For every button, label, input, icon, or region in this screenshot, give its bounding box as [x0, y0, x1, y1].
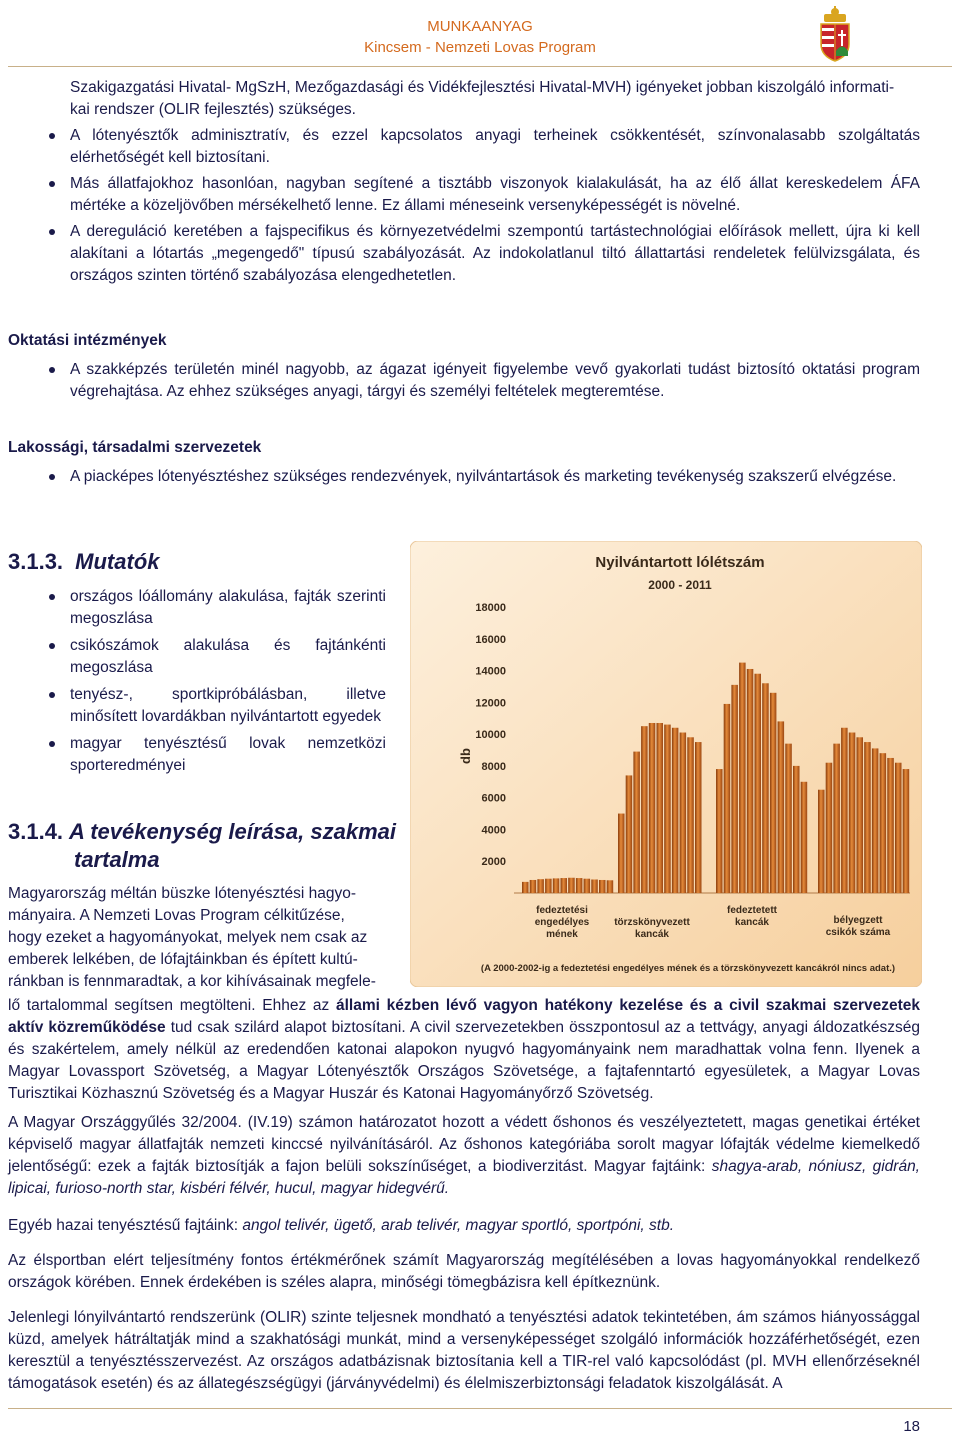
y-tick-label: 14000	[475, 665, 506, 678]
bar	[561, 878, 568, 893]
bar	[793, 766, 800, 893]
heading-mutatok-number: 3.1.3.	[8, 549, 64, 574]
bar	[695, 742, 702, 893]
coat-of-arms-icon	[812, 6, 858, 62]
bar	[553, 878, 560, 893]
bar	[887, 758, 894, 893]
p1-line-4: emberek lelkében, de lófajtáinkban és épített kultú-	[8, 951, 358, 968]
bar	[841, 728, 848, 893]
heading-mutatok-title: Mutatók	[75, 549, 160, 574]
tevekenyseg-p4: Az élsportban elért teljesítmény fontos értékmérőnek számít Magyarország megítélésében a lovas hagyományokkal rendelkező országok körében. Ennek érdekében is széles alapra, minőségi tömegbázisra kell építkeznünk.	[8, 1252, 920, 1291]
header-subtitle: Kincsem - Nemzeti Lovas Program	[364, 39, 596, 56]
p1-line-5: ránkban is fennmaradtak, a kor kihívásainak megfele-	[8, 973, 376, 990]
bar	[716, 769, 723, 893]
bar	[857, 737, 864, 893]
bar	[649, 723, 656, 893]
y-tick-label: 18000	[475, 602, 506, 614]
group-label: fedeztetési engedélyes mének	[534, 905, 590, 940]
intro-continuation-line1: Szakigazgatási Hivatal- MgSzH, Mezőgazdasági és Vidékfejlesztési Hivatal-MVH) igényeket jobban kiszolgáló informati-	[70, 79, 895, 96]
bar	[657, 723, 664, 893]
tevekenyseg-p5: Jelenlegi lónyilvántartó rendszerünk (OLIR) szinte teljesnek mondható a tenyésztési adatok tekintetében, ám számos hiányossággal küzd, amelyek hátráltatják mind a szakhatósági munkát, mind a versenyképességet szolgáló információk hozzáférhetőségét, ezen keresztül a tenyésztésszervezést. Az országos adatbázisnak biztosítania kell a TIR-rel való kapcsolódást (pl. MVH ellenőrzéseknél támogatások esetén) és az állategészségügyi (járványvédelmi) és élelmiszerbiztonsági feladatok kiszolgálását. A	[8, 1309, 920, 1392]
bar	[664, 725, 671, 893]
bar	[755, 674, 762, 893]
bar	[530, 880, 537, 893]
bar	[672, 728, 679, 893]
p3-breeds: angol telivér, ügető, arab telivér, magyar sportló, sportpóni, stb.	[242, 1217, 675, 1234]
lakossagi-list	[8, 466, 920, 488]
chart-title: Nyilvántartott lólétszám	[595, 554, 765, 571]
y-tick-label: 6000	[481, 792, 506, 805]
mutatok-bullet-2: csikószámok alakulása és fajtánkénti megoszlása	[8, 635, 386, 679]
bar	[724, 704, 731, 893]
heading-tevekenyseg-title-1: A tevékenység leírása, szakmai	[69, 819, 396, 844]
heading-tevekenyseg	[8, 818, 398, 874]
intro-bullet-2: Más állatfajokhoz hasonlóan, nagyban segítené a tisztább viszonyok kialakulását, ha az élő állat kereskedelem ÁFA mértéke a közeljövőben mérsékelhető lenne. Ez állami méneseink versenyképességét is növelné.	[8, 173, 920, 217]
p1-line-1: Magyarország méltán büszke lótenyésztési hagyo-	[8, 885, 357, 902]
heading-tevekenyseg-title-2: tartalma	[74, 847, 160, 872]
bar	[522, 882, 529, 893]
bar	[537, 879, 544, 893]
header-divider	[8, 66, 952, 67]
intro-section	[8, 77, 920, 287]
bar	[880, 753, 887, 893]
bar	[626, 775, 633, 893]
bar	[545, 879, 552, 893]
p1-line-3: hogy ezeket a hagyományokat, melyek nem csak az	[8, 929, 368, 946]
header-title: MUNKAANYAG	[427, 18, 533, 35]
bar	[680, 733, 687, 893]
bar	[849, 733, 856, 893]
bar	[641, 726, 648, 893]
bar	[618, 814, 625, 893]
p2-text: A Magyar Országgyűlés 32/2004. (IV.19) számon határozatot hozott a védett őshonos és veszélyeztetett, magas genetikai értéket képviselő magyar állatfajták nemzeti kinccsé nyilvánításáról. Az őshonos kategóriába sorolt magyar lófajták védelme kiemelkedő jelentőségű: ezek a fajták biztosítják a fajon belüli sokszínűséget, a biodiverzitást. Magyar fajtáink:	[8, 1114, 920, 1175]
y-tick-label: 16000	[475, 633, 506, 646]
bar	[801, 782, 808, 893]
intro-continuation-line2: kai rendszer (OLIR fejlesztés) szükséges.	[70, 101, 356, 118]
oktatasi-bullet: A szakképzés területén minél nagyobb, az ágazat igényeit figyelembe vevő gyakorlati tudást biztosító oktatási program végrehajtása. Az ehhez szükséges anyagi, tárgyi és személyi feltételek megteremtése.	[8, 359, 920, 403]
y-tick-label: 4000	[481, 824, 506, 837]
tevekenyseg-p1-side	[8, 883, 386, 993]
section-heading-oktatasi: Oktatási intézmények	[8, 332, 167, 349]
p1-cont-a: lő tartalommal segítsen megtölteni. Ehhez az	[8, 997, 336, 1014]
chart-footnote: (A 2000-2002-ig a fedeztetési engedélyes mének és a törzskönyvezett kancákról nincs adat.)	[480, 963, 896, 974]
intro-bullet-1: A lótenyésztők adminisztratív, és ezzel kapcsolatos anyagi terheinek csökkentését, színvonalasabb szolgáltatás elérhetőségét kell biztosítani.	[8, 125, 920, 169]
section-heading-lakossagi: Lakossági, társadalmi szervezetek	[8, 439, 262, 456]
bar	[833, 744, 840, 893]
p1-bold: állami kézben lévő vagyon hatékony kezelése és a civil szakmai szervezetek aktív közreműködése	[8, 997, 920, 1036]
bar	[895, 763, 902, 893]
y-tick-label: 8000	[481, 760, 506, 773]
y-axis-label: db	[458, 748, 473, 764]
bar	[687, 737, 694, 893]
tevekenyseg-p2	[8, 1112, 920, 1200]
bar	[568, 878, 575, 893]
bar	[778, 721, 785, 893]
group-label: fedeztetett kancák	[726, 905, 778, 928]
bar	[770, 693, 777, 893]
heading-mutatok	[8, 548, 160, 576]
bar	[584, 879, 591, 893]
y-tick-label: 10000	[475, 729, 506, 742]
heading-tevekenyseg-number: 3.1.4.	[8, 819, 64, 844]
mutatok-list	[8, 586, 386, 777]
oktatasi-list	[8, 359, 920, 403]
group-label: törzskönyvezett kancák	[614, 917, 690, 940]
bar	[591, 879, 598, 893]
mutatok-bullet-4: magyar tenyésztésű lovak nemzetközi sporteredményei	[8, 733, 386, 777]
bar	[576, 878, 583, 893]
bar	[762, 683, 769, 893]
bar	[739, 663, 746, 893]
bar	[747, 669, 754, 893]
bar	[633, 752, 640, 893]
bar	[903, 769, 910, 893]
mutatok-bullet-1: országos lóállomány alakulása, fajták szerinti megoszlása	[8, 586, 386, 630]
bar	[607, 880, 614, 893]
lakossagi-bullet: A piacképes lótenyésztéshez szükséges rendezvények, nyilvántartások és marketing tevékenység szakszerű elvégzése.	[8, 466, 920, 488]
bar	[599, 880, 606, 893]
p1-line-2: mányaira. A Nemzeti Lovas Program célkitűzése,	[8, 907, 345, 924]
page-number: 18	[903, 1418, 920, 1435]
tevekenyseg-p1-full	[8, 995, 920, 1105]
p1-cont-b: tud csak szilárd alapot biztosítani. A civil szervezetekben összpontosul az a tettvágy, anyagi áldozatkészség és szakértelem, amely nélkül az eredendően katonai alapokon nyugvó hagyományaink nem maradhattak volna fenn. Ilyenek a Magyar Lovassport Szövetség, a Magyar Lótenyésztők Országos Szövetsége, a fajtafenntartó egyesületek, a Magyar Lovas Turisztikai Közhasznú Szövetség és a Magyar Huszár és Katonai Hagyományőrző Szövetség.	[8, 1019, 920, 1102]
intro-bullet-3: A dereguláció keretében a fajspecifikus és környezetvédelmi szempontú tartástechnológiai előírások mellett, újra ki kell alakítani a lótartás „megengedő" típusú szabályozását. Az indokolatlanul tiltó állattartási rendeletek felülvizsgálata, és országos szinten történő szabályozása elengedhetetlen.	[8, 221, 920, 287]
bar	[731, 685, 738, 893]
bar	[785, 744, 792, 893]
y-tick-label: 2000	[481, 856, 506, 869]
chart-subtitle: 2000 - 2011	[648, 578, 712, 592]
bar	[826, 763, 833, 893]
bar	[818, 790, 825, 893]
p2-breeds: shagya-arab, nóniusz, gidrán, lipicai, furioso-north star, kisbéri félvér, hucul, magyar hidegvérű.	[8, 1158, 920, 1197]
mutatok-bullet-3: tenyész-, sportkipróbálásban, illetve minősített lovardákban nyilvántartott egyedek	[8, 684, 386, 728]
footer-divider	[8, 1408, 952, 1409]
bar	[872, 748, 879, 893]
p3-text: Egyéb hazai tenyésztésű fajtáink:	[8, 1217, 243, 1234]
tevekenyseg-p3	[8, 1215, 920, 1237]
horse-count-chart	[410, 541, 922, 987]
bar	[864, 742, 871, 893]
y-tick-label: 12000	[475, 697, 506, 710]
group-label: bélyegzett csikók száma	[825, 915, 891, 938]
